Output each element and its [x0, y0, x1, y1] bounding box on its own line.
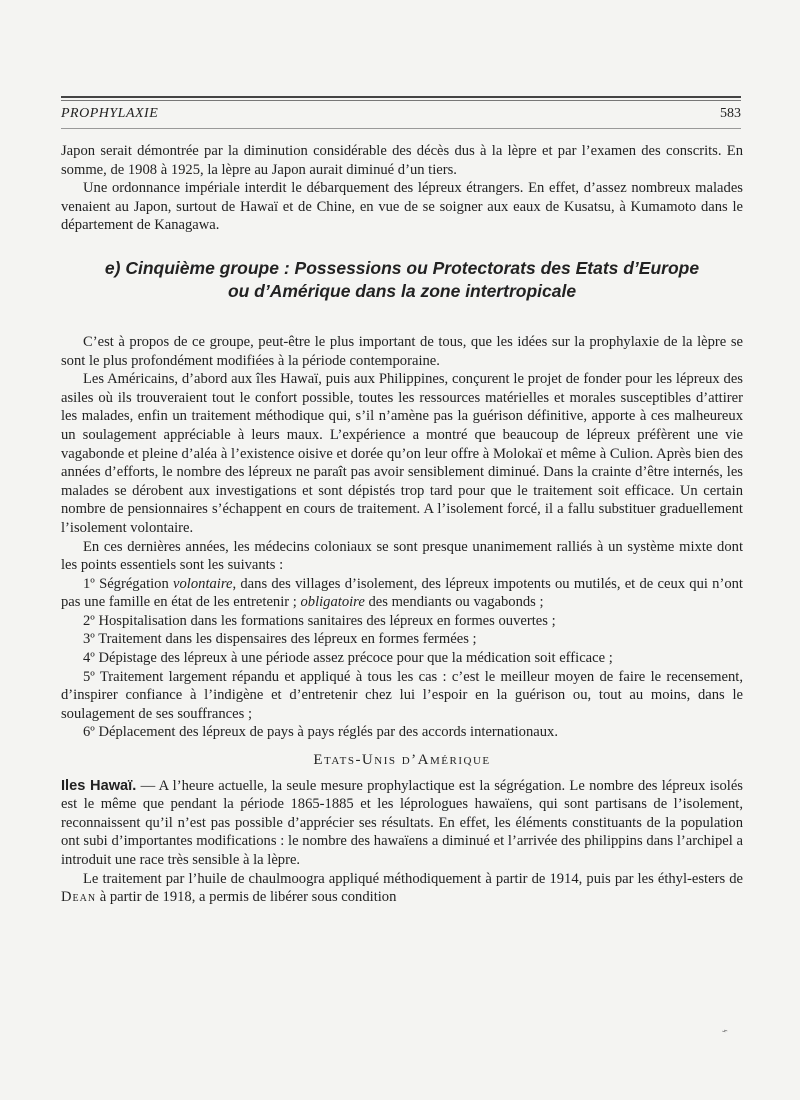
emphasis: volontaire — [173, 575, 233, 592]
section-title-line: ou d’Amérique dans la zone intertropicale — [227, 280, 577, 301]
footer-mark: ⌁ — [720, 1025, 730, 1038]
list-item: 5º Traitement largement répandu et appliqué à tous les cas : c’est le meilleur moyen de faire le recensement, d’inspirer confiance à l’indigène et d’entretenir chez lui l’espoir en la guérison ou, tout au moins, dans le soulagement de ses souffrances ; — [61, 668, 743, 722]
paragraph — [61, 870, 743, 907]
list-item — [61, 575, 743, 612]
list-item: 2º Hospitalisation dans les formations sanitaires des lépreux en formes ouvertes ; — [83, 612, 556, 629]
page-number: 583 — [720, 106, 741, 121]
paragraph — [61, 777, 743, 870]
section-title-line: e) Cinquième groupe : Possessions ou Protectorats des Etats d’Europe — [104, 257, 700, 278]
list-text: Ségrégation — [94, 575, 174, 592]
section-title — [61, 257, 743, 303]
paragraph: C’est à propos de ce groupe, peut-être le plus important de tous, que les idées sur la prophylaxie de la lèpre se sont le plus profondément modifiées à la période contemporaine. — [61, 333, 743, 369]
paragraph: Une ordonnance impériale interdit le débarquement des lépreux étrangers. En effet, d’assez nombreux malades venaient au Japon, surtout de Hawaï et de Chine, en vue de se soigner aux eaux de Kusatsu, à Kumamoto dans le département de Kanagawa. — [61, 180, 743, 234]
page-header — [61, 106, 741, 126]
list-item: 6º Déplacement des lépreux de pays à pays réglés par des accords internationaux. — [83, 724, 558, 741]
paragraph-text: à partir de 1918, a permis de libérer sous condition — [96, 889, 397, 906]
author-name: Dean — [61, 889, 97, 906]
list-text: des mendiants ou vagabonds ; — [364, 594, 544, 611]
list-text: , dans des villages d’isolement, des lépreux impotents ou mutilés, et de ceux qui n’ont pas une famille en état de les entretenir ; — [61, 575, 743, 611]
paragraph-text: Le traitement par l’huile de chaulmoogra appliqué méthodiquement à partir de 1914, puis par les éthyl-esters de — [83, 870, 743, 887]
top-rule-thin — [61, 100, 741, 101]
paragraph-text: — A l’heure actuelle, la seule mesure prophylactique est la ségrégation. Le nombre des lépreux isolés est le même que pendant la période 1865-1885 et les léprologues hawaïens, qui sont partisans de l’isolement, reconnaissent qu’il n’est pas possible d’apprécier ses résultats. En effet, les éléments constituants de la population ont subi d’importantes modifications : le nombre des hawaïens a diminué et l’arrivée des philippins dans l’archipel a introduit une race très sensible à la lèpre. — [61, 777, 743, 868]
list-item: 4º Dépistage des lépreux à une période assez précoce pour que la médication soit efficace ; — [83, 650, 613, 667]
paragraph: Les Américains, d’abord aux îles Hawaï, puis aux Philippines, conçurent le projet de fonder pour les lépreux des asiles où ils trouveraient tout le confort possible, toutes les ressources matérielles et morales susceptibles d’attirer les malades, enfin un traitement méthodique qui, s’il n’amène pas la guérison définitive, apporte à ces malheureux un soulagement appréciable à leurs maux. L’expérience a montré que beaucoup de lépreux préfèrent une vie vagabonde et pleine d’aléa à l’existence oisive et dorée qu’on leur offre à Molokaï et même à Culion. Après bien des années d’efforts, le nombre des lépreux ne paraît pas avoir sensiblement diminué. Dans la crainte d’être internés, les malades se dérobent aux investigations et sont dépistés trop tard pour que le traitement soit efficace. Un certain nombre de pensionnaires s’échappent en cours de traitement. A l’isolement forcé, il a fallu substituer graduellement l’isolement volontaire. — [61, 371, 743, 536]
list-number: 1º — [83, 575, 95, 592]
paragraph: En ces dernières années, les médecins coloniaux se sont presque unanimement ralliés à un système mixte dont les points essentiels sont les suivants : — [61, 538, 743, 574]
list-item: 3º Traitement dans les dispensaires des lépreux en formes fermées ; — [83, 631, 477, 648]
lead-in: Iles Hawaï. — [61, 777, 137, 794]
header-rule — [61, 128, 741, 129]
subsection-title: Etats-Unis d’Amérique — [313, 752, 491, 769]
paragraph: Japon serait démontrée par la diminution considérable des décès dus à la lèpre et par l’examen des conscrits. En somme, de 1908 à 1925, la lèpre au Japon aurait diminué d’un tiers. — [61, 143, 743, 178]
running-head: PROPHYLAXIE — [61, 106, 159, 121]
page-body — [61, 142, 743, 907]
emphasis: obligatoire — [300, 594, 365, 611]
top-rule-thick — [61, 96, 741, 98]
